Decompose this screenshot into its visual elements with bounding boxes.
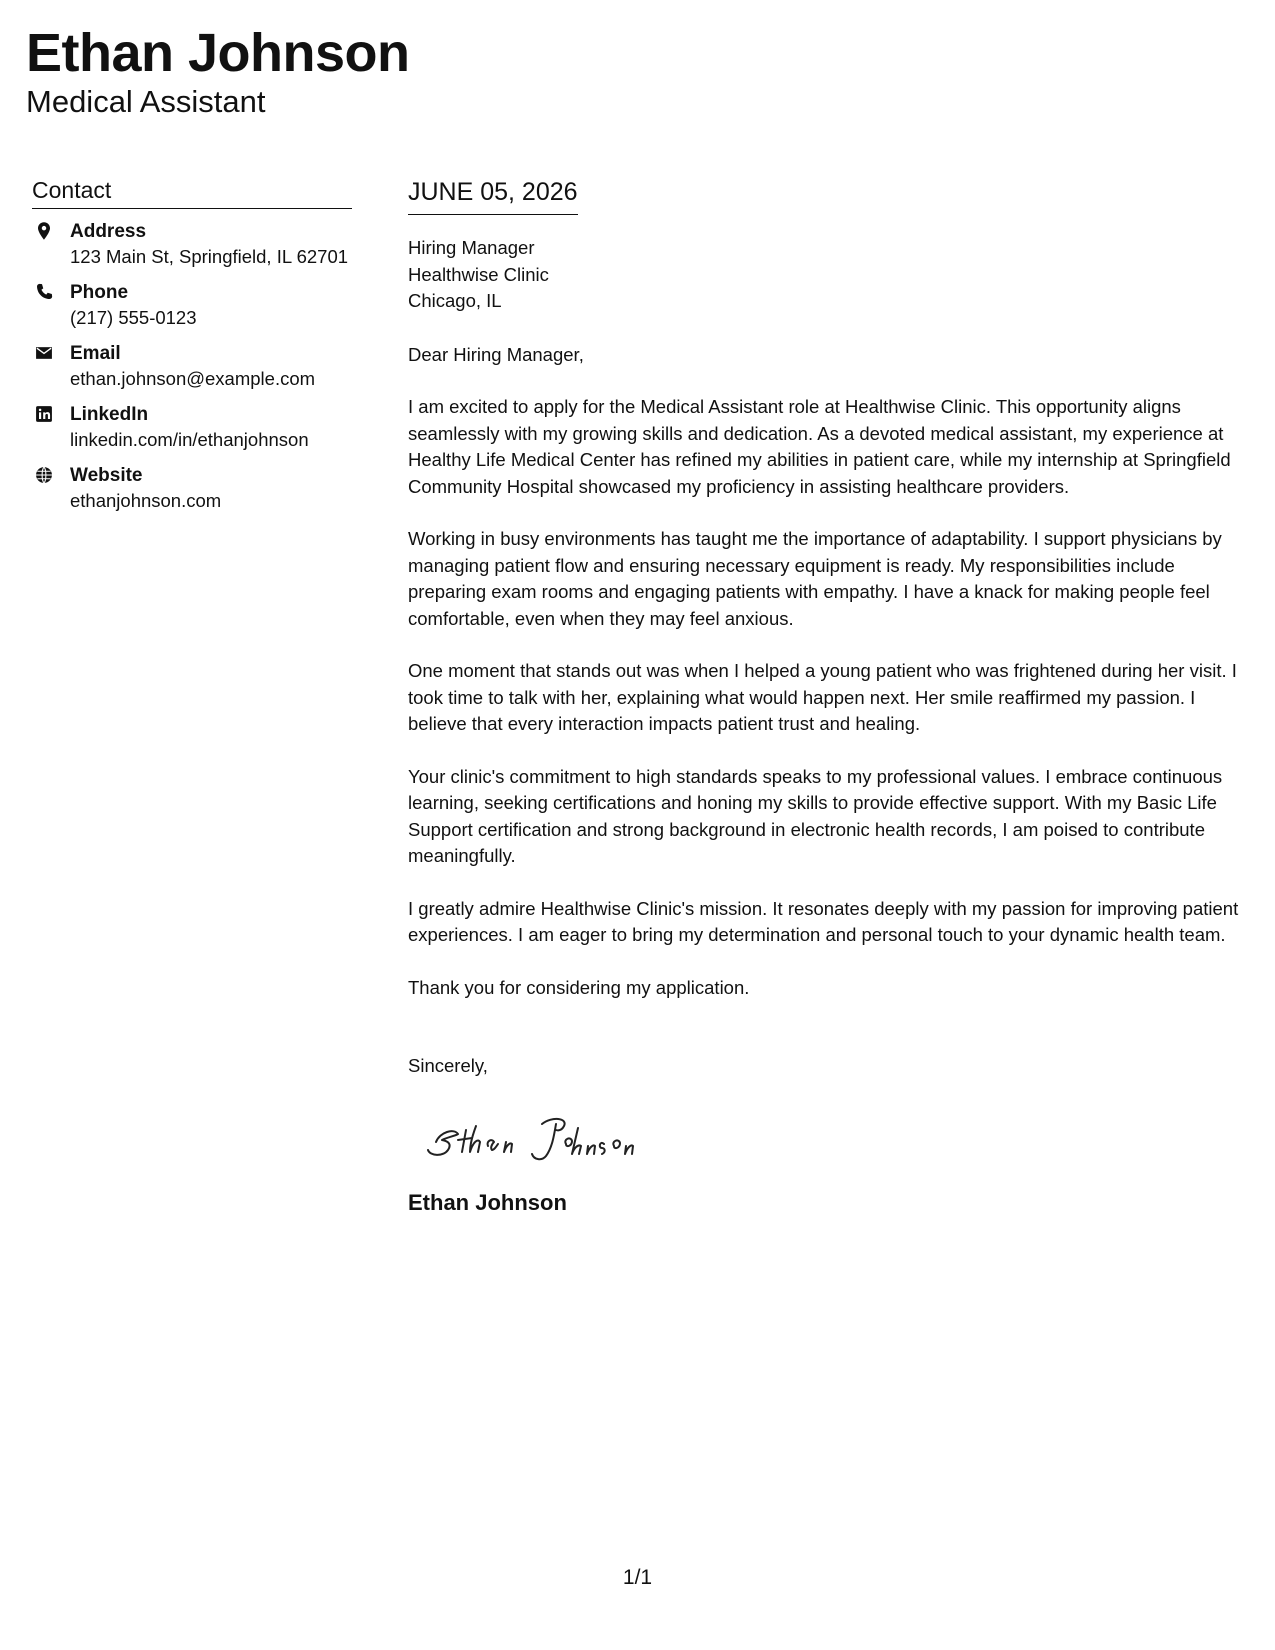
letter-paragraph: I greatly admire Healthwise Clinic's mission. It resonates deeply with my passion for improving patient experiences. I am eager to bring my determination and personal touch to your dynamic health team. — [408, 897, 1239, 945]
contact-label: LinkedIn — [70, 404, 149, 425]
globe-icon — [32, 463, 70, 513]
letter-header — [26, 22, 410, 120]
letter-paragraph: One moment that stands out was when I helped a young patient who was frightened during her visit. I took time to talk with her, explaining what would happen next. Her smile reaffirmed my passion. I believe that every interaction impacts patient trust and healing. — [408, 660, 1237, 734]
contact-heading: Contact — [32, 176, 352, 209]
recipient-line: Chicago, IL — [408, 290, 502, 311]
applicant-name: Ethan Johnson — [26, 23, 410, 83]
contact-item-linkedin — [32, 402, 352, 452]
contact-value: (217) 555-0123 — [70, 307, 197, 328]
contact-label: Website — [70, 465, 143, 486]
letter-paragraph: I am excited to apply for the Medical Assistant role at Healthwise Clinic. This opportunity aligns seamlessly with my growing skills and dedication. As a devoted medical assistant, my experience at Healthy Life Medical Center has refined my abilities in patient care, while my internship at Springfield Community Hospital showcased my proficiency in assisting healthcare providers. — [408, 396, 1231, 497]
salutation: Dear Hiring Manager, — [408, 343, 584, 365]
contact-value: linkedin.com/in/ethanjohnson — [70, 429, 309, 450]
contact-label: Phone — [70, 282, 129, 303]
recipient-line: Healthwise Clinic — [408, 263, 549, 285]
letter-date: JUNE 05, 2026 — [408, 178, 578, 206]
closing: Sincerely, — [408, 1055, 488, 1076]
date-block — [408, 176, 578, 215]
contact-label: Email — [70, 343, 121, 364]
contact-value: 123 Main St, Springfield, IL 62701 — [70, 246, 349, 267]
applicant-title: Medical Assistant — [26, 84, 266, 119]
contact-item-address — [32, 219, 352, 269]
recipient-block — [408, 235, 1248, 315]
contact-item-email — [32, 341, 352, 391]
contact-value: ethanjohnson.com — [70, 490, 222, 511]
letter-body — [408, 176, 1248, 1217]
letter-paragraph: Thank you for considering my application. — [408, 976, 750, 998]
page-indicator: 1/1 — [622, 1566, 653, 1589]
signer-name: Ethan Johnson — [408, 1189, 567, 1215]
envelope-icon — [32, 341, 70, 391]
contact-sidebar — [32, 176, 352, 524]
map-pin-icon — [32, 219, 70, 269]
phone-icon — [32, 280, 70, 330]
handwritten-signature — [422, 1102, 662, 1172]
linkedin-icon — [32, 402, 70, 452]
contact-label: Address — [70, 221, 147, 242]
recipient-line: Hiring Manager — [408, 237, 535, 258]
contact-item-phone — [32, 280, 352, 330]
contact-item-website — [32, 463, 352, 513]
contact-value: ethan.johnson@example.com — [70, 368, 316, 389]
letter-paragraph: Your clinic's commitment to high standards speaks to my professional values. I embrace continuous learning, seeking certifications and honing my skills to provide effective support. With my Basic Life Support certification and strong background in electronic health records, I am poised to contribute meaningfully. — [408, 765, 1223, 866]
letter-paragraph: Working in busy environments has taught me the importance of adaptability. I support physicians by managing patient flow and ensuring necessary equipment is ready. My responsibilities include preparing exam rooms and engaging patients with empathy. I have a knack for making people feel comfortable, even when they may feel anxious. — [408, 528, 1222, 629]
